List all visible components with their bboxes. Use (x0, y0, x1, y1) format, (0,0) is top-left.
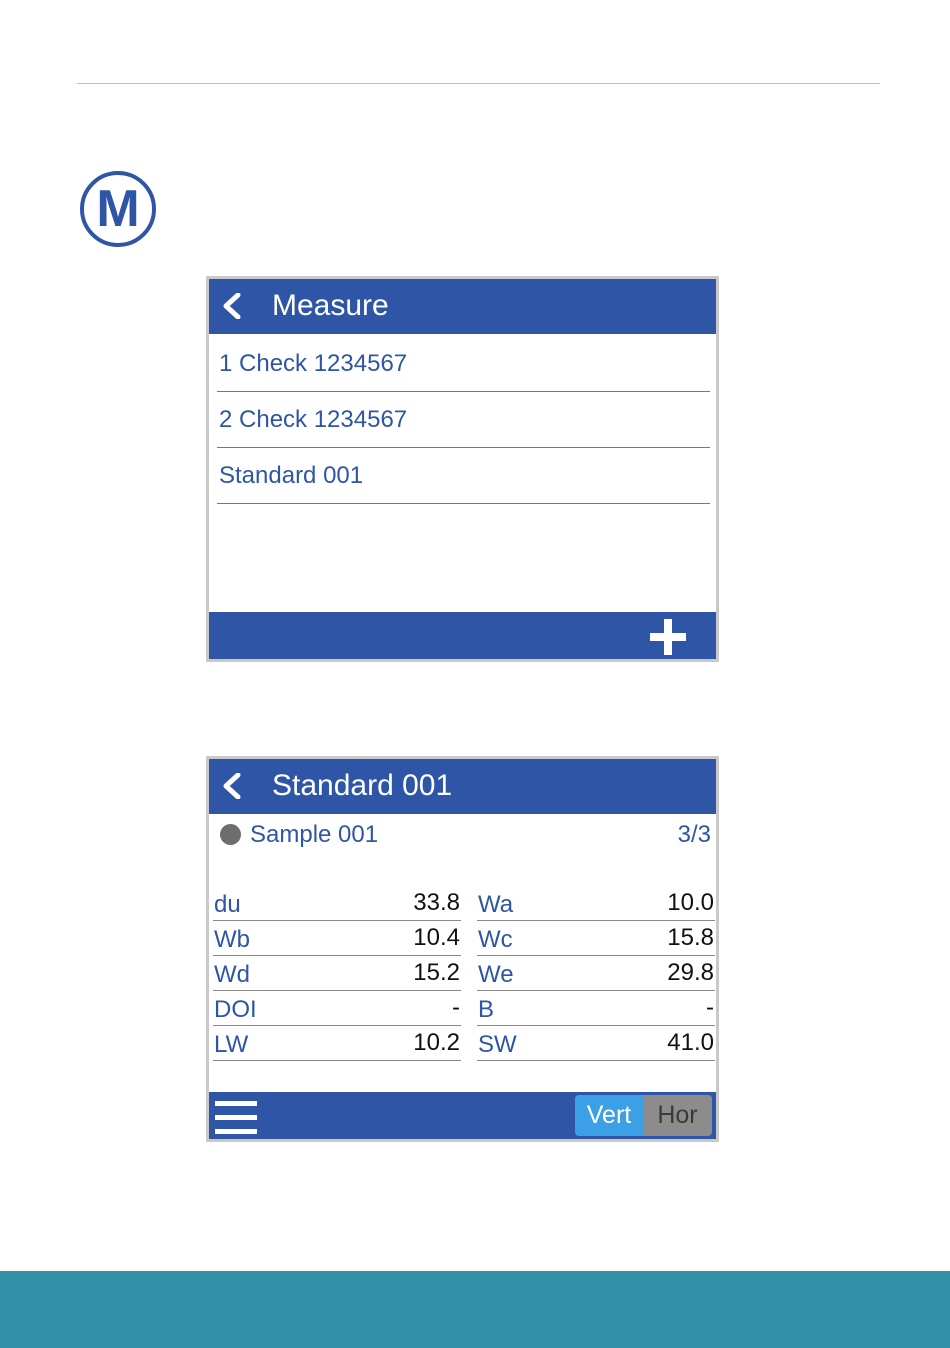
status-dot-icon (220, 824, 241, 845)
value-label: We (478, 961, 514, 988)
value-cell (477, 1026, 715, 1061)
toggle-vert[interactable]: Vert (575, 1095, 643, 1136)
value-label: Wb (214, 926, 250, 953)
list-item-check-1[interactable] (217, 336, 710, 392)
value-cell (213, 991, 461, 1026)
value-label: DOI (214, 996, 257, 1023)
sample-name: Sample 001 (250, 821, 379, 848)
back-icon[interactable] (221, 293, 245, 319)
page-footer-band (0, 1271, 950, 1348)
value-label: LW (214, 1031, 249, 1058)
standard-header (209, 759, 716, 814)
value-cell (477, 956, 715, 991)
value-cell (213, 1026, 461, 1061)
value-label: du (214, 891, 241, 918)
orientation-toggle (575, 1095, 712, 1136)
list-item-label: 2 Check 1234567 (219, 406, 408, 433)
list-item-standard-001[interactable] (217, 448, 710, 504)
standard-screen (206, 756, 719, 1142)
value-label: Wd (214, 961, 250, 988)
value-cell (477, 991, 715, 1026)
measure-header (209, 279, 716, 334)
list-item-label: Standard 001 (219, 462, 364, 489)
value-cell (213, 886, 461, 921)
value-label: SW (478, 1031, 517, 1058)
value-number: 10.0 (667, 889, 714, 916)
value-number: - (452, 994, 460, 1021)
value-number: 15.8 (667, 924, 714, 951)
list-item-label: 1 Check 1234567 (219, 350, 408, 377)
m-logo-icon (80, 171, 156, 247)
value-number: 10.2 (413, 1029, 460, 1056)
sample-count: 3/3 (677, 821, 711, 848)
logo-letter: M (96, 180, 140, 238)
top-divider (77, 83, 880, 84)
measure-footer (209, 612, 716, 659)
value-number: 10.4 (413, 924, 460, 951)
value-label: Wa (478, 891, 514, 918)
toggle-hor[interactable]: Hor (643, 1095, 712, 1136)
value-cell (213, 921, 461, 956)
value-cell (213, 956, 461, 991)
menu-icon[interactable] (215, 1101, 257, 1135)
value-number: 41.0 (667, 1029, 714, 1056)
measure-screen (206, 276, 719, 662)
value-cell (477, 921, 715, 956)
back-icon[interactable] (221, 773, 245, 799)
page-title: Measure (272, 289, 389, 322)
plus-icon[interactable] (650, 619, 686, 655)
value-number: 29.8 (667, 959, 714, 986)
page-title: Standard 001 (272, 769, 453, 802)
value-label: B (478, 996, 495, 1023)
value-label: Wc (478, 926, 513, 953)
value-number: 15.2 (413, 959, 460, 986)
list-item-check-2[interactable] (217, 392, 710, 448)
value-number: - (706, 994, 714, 1021)
sample-row (217, 821, 711, 851)
value-cell (477, 886, 715, 921)
standard-footer (209, 1092, 716, 1139)
value-number: 33.8 (413, 889, 460, 916)
